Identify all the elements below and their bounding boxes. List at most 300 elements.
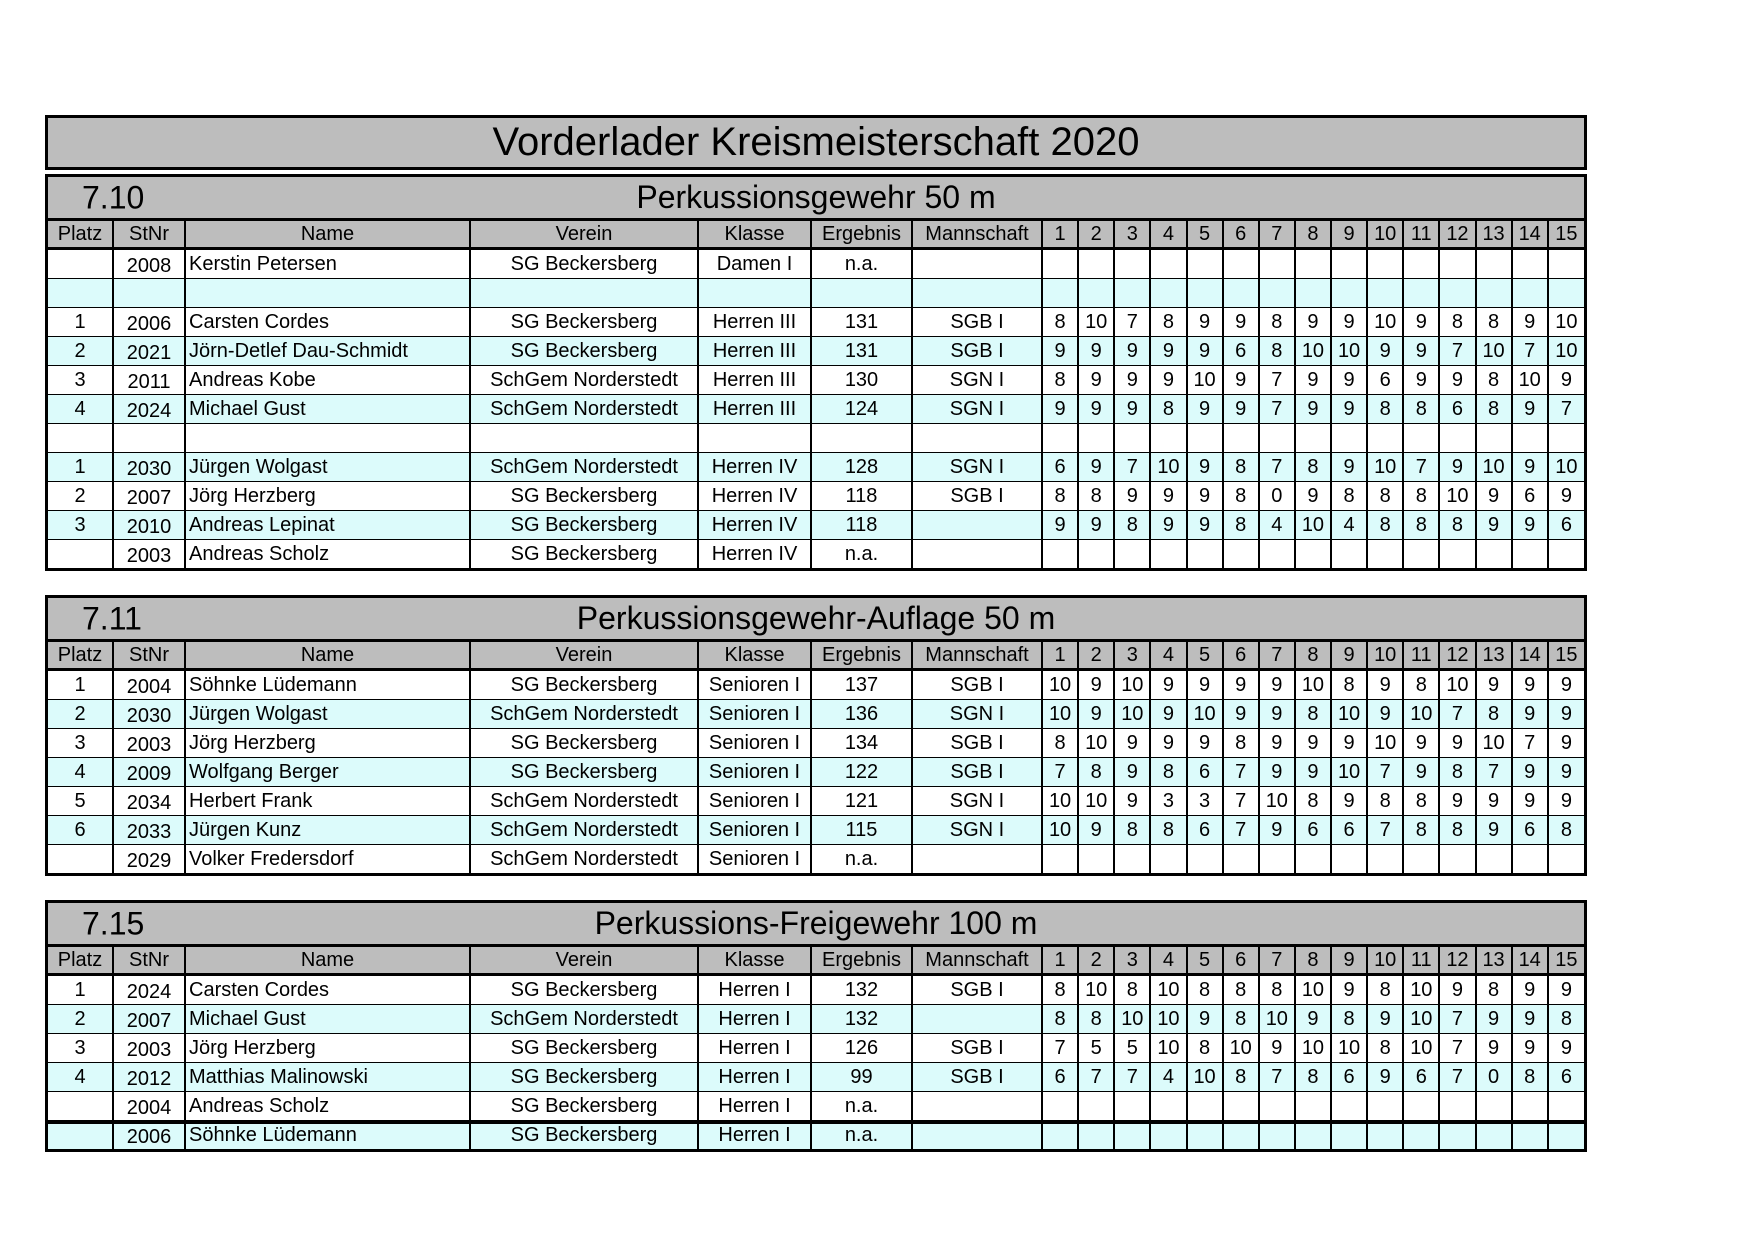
cell-verein: SchGem Norderstedt: [470, 1005, 698, 1034]
cell-shot-11: [1403, 279, 1439, 308]
cell-mannschaft: SGB I: [912, 482, 1042, 511]
cell-mannschaft: [912, 845, 1042, 874]
cell-shot-6: 8: [1223, 511, 1259, 540]
cell-shot-5: [1187, 1092, 1223, 1121]
cell-shot-2: 8: [1078, 1005, 1114, 1034]
cell-shot-2: 8: [1078, 482, 1114, 511]
cell-platz: 1: [48, 670, 113, 700]
cell-shot-14: 9: [1512, 975, 1548, 1005]
cell-shot-13: [1476, 279, 1512, 308]
cell-shot-7: [1259, 1092, 1295, 1121]
cell-shot-1: 8: [1042, 1005, 1078, 1034]
column-header-stnr: StNr: [113, 642, 185, 670]
cell-shot-1: 8: [1042, 975, 1078, 1005]
column-header-platz: Platz: [48, 947, 113, 975]
cell-shot-15: [1548, 279, 1584, 308]
column-header-name: Name: [185, 221, 470, 249]
column-header-shot-15: 15: [1548, 947, 1584, 975]
cell-shot-11: [1403, 424, 1439, 453]
cell-shot-14: [1512, 249, 1548, 279]
cell-stnr: [113, 424, 185, 453]
cell-shot-11: 9: [1403, 308, 1439, 337]
cell-name: Jörn-Detlef Dau-Schmidt: [185, 337, 470, 366]
table-row: [48, 1092, 1584, 1121]
table-row: [48, 729, 1584, 758]
cell-shot-13: [1476, 845, 1512, 874]
cell-shot-15: 6: [1548, 511, 1584, 540]
cell-mannschaft: [912, 1005, 1042, 1034]
column-header-stnr: StNr: [113, 947, 185, 975]
column-header-shot-1: 1: [1042, 642, 1078, 670]
cell-klasse: Herren III: [698, 395, 811, 424]
cell-platz: 2: [48, 482, 113, 511]
cell-shot-8: 8: [1295, 787, 1331, 816]
cell-shot-5: [1187, 279, 1223, 308]
table-row: [48, 700, 1584, 729]
cell-shot-12: 7: [1439, 1063, 1475, 1092]
cell-shot-9: 9: [1331, 308, 1367, 337]
cell-shot-7: [1259, 540, 1295, 569]
sections-container: [45, 174, 1587, 1152]
cell-verein: [470, 279, 698, 308]
cell-shot-7: 8: [1259, 337, 1295, 366]
cell-shot-5: 9: [1187, 1005, 1223, 1034]
column-header-shot-8: 8: [1295, 221, 1331, 249]
column-header-shot-10: 10: [1367, 947, 1403, 975]
cell-shot-15: 9: [1548, 758, 1584, 787]
cell-shot-14: [1512, 1121, 1548, 1150]
cell-shot-12: 8: [1439, 758, 1475, 787]
cell-shot-11: 9: [1403, 729, 1439, 758]
cell-shot-5: [1187, 845, 1223, 874]
cell-klasse: Herren III: [698, 337, 811, 366]
cell-shot-5: 9: [1187, 337, 1223, 366]
cell-shot-7: 0: [1259, 482, 1295, 511]
cell-shot-7: 7: [1259, 1063, 1295, 1092]
cell-shot-7: 7: [1259, 366, 1295, 395]
cell-shot-11: 8: [1403, 787, 1439, 816]
cell-shot-5: 10: [1187, 366, 1223, 395]
section-number: 7.10: [82, 179, 145, 215]
cell-platz: 4: [48, 758, 113, 787]
cell-shot-14: 9: [1512, 453, 1548, 482]
cell-name: Andreas Kobe: [185, 366, 470, 395]
cell-shot-4: [1150, 845, 1186, 874]
column-header-shot-11: 11: [1403, 947, 1439, 975]
cell-shot-1: 10: [1042, 816, 1078, 845]
cell-shot-12: 8: [1439, 511, 1475, 540]
cell-shot-14: 9: [1512, 308, 1548, 337]
cell-klasse: Herren IV: [698, 453, 811, 482]
cell-ergebnis: 134: [811, 729, 912, 758]
cell-shot-15: 8: [1548, 816, 1584, 845]
cell-shot-13: [1476, 1121, 1512, 1150]
cell-shot-6: 8: [1223, 1063, 1259, 1092]
cell-name: Herbert Frank: [185, 787, 470, 816]
cell-stnr: 2011: [113, 366, 185, 395]
cell-shot-1: [1042, 540, 1078, 569]
table-row: [48, 249, 1584, 279]
cell-shot-14: [1512, 424, 1548, 453]
column-header-shot-11: 11: [1403, 642, 1439, 670]
cell-shot-8: 9: [1295, 366, 1331, 395]
cell-shot-15: 9: [1548, 670, 1584, 700]
cell-shot-1: [1042, 1121, 1078, 1150]
cell-shot-1: 10: [1042, 670, 1078, 700]
cell-mannschaft: [912, 424, 1042, 453]
cell-shot-2: 9: [1078, 395, 1114, 424]
cell-shot-8: 6: [1295, 816, 1331, 845]
column-header-shot-6: 6: [1223, 947, 1259, 975]
cell-klasse: Herren I: [698, 1092, 811, 1121]
cell-shot-3: 10: [1114, 700, 1150, 729]
cell-shot-2: [1078, 1121, 1114, 1150]
column-header-shot-13: 13: [1476, 947, 1512, 975]
cell-shot-14: 9: [1512, 787, 1548, 816]
cell-verein: SchGem Norderstedt: [470, 395, 698, 424]
cell-shot-1: 7: [1042, 758, 1078, 787]
cell-shot-3: [1114, 279, 1150, 308]
cell-shot-13: 9: [1476, 511, 1512, 540]
section-header: [48, 598, 1584, 642]
cell-shot-8: [1295, 279, 1331, 308]
cell-platz: 2: [48, 337, 113, 366]
footer-divider: [45, 1121, 1587, 1124]
table-row: [48, 1063, 1584, 1092]
cell-shot-11: 8: [1403, 482, 1439, 511]
cell-shot-13: 8: [1476, 308, 1512, 337]
cell-shot-6: 8: [1223, 1005, 1259, 1034]
cell-shot-6: 7: [1223, 758, 1259, 787]
cell-stnr: 2004: [113, 670, 185, 700]
table-row: [48, 308, 1584, 337]
cell-shot-15: [1548, 845, 1584, 874]
cell-shot-2: 10: [1078, 975, 1114, 1005]
cell-shot-1: 7: [1042, 1034, 1078, 1063]
cell-shot-11: [1403, 540, 1439, 569]
cell-shot-9: 9: [1331, 395, 1367, 424]
cell-shot-10: 9: [1367, 670, 1403, 700]
cell-verein: SG Beckersberg: [470, 249, 698, 279]
cell-shot-2: [1078, 540, 1114, 569]
cell-shot-2: 10: [1078, 787, 1114, 816]
cell-shot-8: [1295, 1121, 1331, 1150]
column-header-shot-6: 6: [1223, 221, 1259, 249]
cell-shot-10: 6: [1367, 366, 1403, 395]
cell-shot-4: 8: [1150, 395, 1186, 424]
cell-stnr: 2003: [113, 540, 185, 569]
column-header-shot-10: 10: [1367, 642, 1403, 670]
cell-name: Michael Gust: [185, 395, 470, 424]
cell-shot-12: [1439, 540, 1475, 569]
cell-shot-5: 8: [1187, 975, 1223, 1005]
column-header-shot-7: 7: [1259, 947, 1295, 975]
cell-shot-5: 6: [1187, 816, 1223, 845]
cell-verein: SchGem Norderstedt: [470, 700, 698, 729]
cell-stnr: [113, 279, 185, 308]
cell-klasse: Herren III: [698, 366, 811, 395]
cell-shot-13: 0: [1476, 1063, 1512, 1092]
cell-platz: 1: [48, 975, 113, 1005]
column-header-shot-12: 12: [1439, 642, 1475, 670]
column-header-shot-12: 12: [1439, 221, 1475, 249]
cell-shot-10: 8: [1367, 975, 1403, 1005]
cell-shot-13: 9: [1476, 816, 1512, 845]
cell-klasse: Herren IV: [698, 540, 811, 569]
cell-shot-3: [1114, 1121, 1150, 1150]
cell-shot-1: 6: [1042, 1063, 1078, 1092]
cell-shot-14: [1512, 845, 1548, 874]
column-header-klasse: Klasse: [698, 642, 811, 670]
cell-mannschaft: SGB I: [912, 1034, 1042, 1063]
cell-shot-1: 10: [1042, 700, 1078, 729]
cell-stnr: 2030: [113, 453, 185, 482]
cell-klasse: Senioren I: [698, 816, 811, 845]
cell-shot-12: [1439, 424, 1475, 453]
cell-ergebnis: 115: [811, 816, 912, 845]
cell-name: [185, 424, 470, 453]
cell-verein: SchGem Norderstedt: [470, 787, 698, 816]
cell-shot-10: 8: [1367, 511, 1403, 540]
cell-shot-8: 9: [1295, 308, 1331, 337]
cell-shot-13: 8: [1476, 700, 1512, 729]
cell-mannschaft: SGB I: [912, 758, 1042, 787]
cell-shot-7: 9: [1259, 729, 1295, 758]
cell-shot-8: 8: [1295, 453, 1331, 482]
cell-shot-11: [1403, 845, 1439, 874]
cell-ergebnis: 121: [811, 787, 912, 816]
cell-klasse: Senioren I: [698, 787, 811, 816]
cell-shot-6: 8: [1223, 453, 1259, 482]
cell-platz: 1: [48, 308, 113, 337]
cell-klasse: Senioren I: [698, 700, 811, 729]
cell-verein: SG Beckersberg: [470, 758, 698, 787]
cell-stnr: 2007: [113, 482, 185, 511]
column-header-mannschaft: Mannschaft: [912, 221, 1042, 249]
cell-shot-15: 10: [1548, 337, 1584, 366]
cell-shot-9: 8: [1331, 670, 1367, 700]
cell-name: Andreas Lepinat: [185, 511, 470, 540]
cell-ergebnis: 130: [811, 366, 912, 395]
table-row: [48, 395, 1584, 424]
cell-shot-5: [1187, 1121, 1223, 1150]
cell-name: Jürgen Wolgast: [185, 700, 470, 729]
cell-shot-12: [1439, 249, 1475, 279]
cell-mannschaft: SGB I: [912, 308, 1042, 337]
column-header-stnr: StNr: [113, 221, 185, 249]
cell-shot-3: 8: [1114, 975, 1150, 1005]
cell-shot-10: 10: [1367, 729, 1403, 758]
cell-mannschaft: SGN I: [912, 787, 1042, 816]
cell-shot-1: [1042, 424, 1078, 453]
cell-shot-10: 9: [1367, 1063, 1403, 1092]
cell-shot-4: [1150, 1092, 1186, 1121]
cell-shot-11: 9: [1403, 337, 1439, 366]
cell-ergebnis: n.a.: [811, 249, 912, 279]
cell-shot-6: [1223, 279, 1259, 308]
cell-stnr: 2024: [113, 395, 185, 424]
cell-shot-6: [1223, 845, 1259, 874]
cell-shot-14: [1512, 279, 1548, 308]
cell-shot-14: 9: [1512, 700, 1548, 729]
cell-mannschaft: [912, 511, 1042, 540]
cell-shot-13: 8: [1476, 975, 1512, 1005]
cell-platz: 1: [48, 453, 113, 482]
cell-verein: SG Beckersberg: [470, 511, 698, 540]
cell-shot-11: 10: [1403, 975, 1439, 1005]
cell-shot-9: [1331, 845, 1367, 874]
column-header-shot-7: 7: [1259, 642, 1295, 670]
cell-shot-3: 5: [1114, 1034, 1150, 1063]
cell-shot-4: 9: [1150, 482, 1186, 511]
cell-shot-12: [1439, 279, 1475, 308]
section-title: Perkussionsgewehr-Auflage 50 m: [576, 600, 1056, 636]
cell-shot-10: 8: [1367, 1034, 1403, 1063]
cell-shot-7: 9: [1259, 758, 1295, 787]
table-row: [48, 453, 1584, 482]
cell-name: Jörg Herzberg: [185, 482, 470, 511]
table-header-row: [48, 221, 1584, 249]
cell-klasse: Senioren I: [698, 729, 811, 758]
cell-shot-15: 9: [1548, 787, 1584, 816]
cell-stnr: 2003: [113, 1034, 185, 1063]
cell-shot-14: 8: [1512, 1063, 1548, 1092]
cell-shot-3: 9: [1114, 758, 1150, 787]
column-header-shot-5: 5: [1187, 947, 1223, 975]
cell-shot-2: 9: [1078, 337, 1114, 366]
cell-ergebnis: 99: [811, 1063, 912, 1092]
cell-shot-3: [1114, 1092, 1150, 1121]
cell-shot-7: 9: [1259, 670, 1295, 700]
cell-klasse: Senioren I: [698, 670, 811, 700]
cell-klasse: [698, 279, 811, 308]
cell-shot-9: [1331, 424, 1367, 453]
cell-shot-2: 9: [1078, 453, 1114, 482]
column-header-shot-12: 12: [1439, 947, 1475, 975]
cell-shot-4: 9: [1150, 729, 1186, 758]
cell-name: Söhnke Lüdemann: [185, 670, 470, 700]
cell-platz: 4: [48, 1063, 113, 1092]
column-header-shot-8: 8: [1295, 642, 1331, 670]
cell-shot-11: 9: [1403, 758, 1439, 787]
cell-shot-1: 8: [1042, 482, 1078, 511]
cell-shot-3: 7: [1114, 453, 1150, 482]
cell-shot-15: 9: [1548, 729, 1584, 758]
table-row: [48, 845, 1584, 874]
cell-platz: 2: [48, 1005, 113, 1034]
cell-verein: SG Beckersberg: [470, 337, 698, 366]
cell-shot-8: 10: [1295, 1034, 1331, 1063]
cell-shot-15: [1548, 1092, 1584, 1121]
cell-shot-12: 8: [1439, 816, 1475, 845]
cell-mannschaft: SGN I: [912, 700, 1042, 729]
section-header: [48, 177, 1584, 221]
cell-shot-14: 9: [1512, 1005, 1548, 1034]
cell-shot-8: 9: [1295, 1005, 1331, 1034]
cell-shot-15: 10: [1548, 453, 1584, 482]
cell-shot-10: 8: [1367, 787, 1403, 816]
section-number: 7.15: [82, 905, 145, 941]
cell-stnr: 2006: [113, 1121, 185, 1150]
cell-shot-12: 8: [1439, 308, 1475, 337]
cell-shot-7: 8: [1259, 308, 1295, 337]
column-header-shot-4: 4: [1150, 642, 1186, 670]
cell-platz: 3: [48, 511, 113, 540]
cell-shot-12: 6: [1439, 395, 1475, 424]
cell-shot-5: 9: [1187, 670, 1223, 700]
cell-shot-5: 6: [1187, 758, 1223, 787]
cell-shot-1: 9: [1042, 337, 1078, 366]
column-header-shot-2: 2: [1078, 221, 1114, 249]
column-header-mannschaft: Mannschaft: [912, 947, 1042, 975]
cell-ergebnis: 136: [811, 700, 912, 729]
cell-shot-5: 9: [1187, 395, 1223, 424]
cell-shot-11: 9: [1403, 366, 1439, 395]
column-header-shot-13: 13: [1476, 221, 1512, 249]
cell-shot-10: 8: [1367, 482, 1403, 511]
cell-name: Volker Fredersdorf: [185, 845, 470, 874]
column-header-shot-8: 8: [1295, 947, 1331, 975]
table-row: [48, 1034, 1584, 1063]
cell-shot-4: 4: [1150, 1063, 1186, 1092]
column-header-ergebnis: Ergebnis: [811, 221, 912, 249]
cell-shot-10: 7: [1367, 758, 1403, 787]
cell-klasse: Herren I: [698, 1034, 811, 1063]
cell-shot-7: 8: [1259, 975, 1295, 1005]
column-header-shot-13: 13: [1476, 642, 1512, 670]
cell-platz: [48, 540, 113, 569]
cell-stnr: 2021: [113, 337, 185, 366]
table-row: [48, 540, 1584, 569]
cell-shot-1: [1042, 279, 1078, 308]
cell-ergebnis: n.a.: [811, 1092, 912, 1121]
cell-shot-2: [1078, 424, 1114, 453]
cell-shot-15: 9: [1548, 700, 1584, 729]
cell-shot-15: 7: [1548, 395, 1584, 424]
cell-shot-7: 7: [1259, 453, 1295, 482]
cell-shot-12: 7: [1439, 700, 1475, 729]
cell-shot-13: 9: [1476, 1034, 1512, 1063]
cell-name: Andreas Scholz: [185, 1092, 470, 1121]
cell-name: Jörg Herzberg: [185, 729, 470, 758]
cell-verein: SchGem Norderstedt: [470, 816, 698, 845]
cell-ergebnis: 131: [811, 337, 912, 366]
cell-shot-1: 6: [1042, 453, 1078, 482]
cell-platz: 4: [48, 395, 113, 424]
cell-shot-5: 9: [1187, 453, 1223, 482]
cell-shot-15: 6: [1548, 1063, 1584, 1092]
column-header-shot-10: 10: [1367, 221, 1403, 249]
cell-shot-10: 9: [1367, 700, 1403, 729]
cell-shot-2: 9: [1078, 511, 1114, 540]
cell-platz: 6: [48, 816, 113, 845]
cell-shot-4: 9: [1150, 337, 1186, 366]
cell-verein: [470, 424, 698, 453]
cell-shot-8: [1295, 424, 1331, 453]
cell-shot-4: 9: [1150, 511, 1186, 540]
cell-ergebnis: n.a.: [811, 1121, 912, 1150]
cell-shot-7: 9: [1259, 700, 1295, 729]
cell-mannschaft: SGN I: [912, 395, 1042, 424]
cell-shot-2: 10: [1078, 308, 1114, 337]
cell-shot-9: [1331, 1092, 1367, 1121]
cell-shot-3: 7: [1114, 1063, 1150, 1092]
cell-shot-1: [1042, 249, 1078, 279]
cell-shot-2: 9: [1078, 700, 1114, 729]
cell-mannschaft: SGN I: [912, 366, 1042, 395]
table-row: [48, 1121, 1584, 1150]
cell-verein: SchGem Norderstedt: [470, 845, 698, 874]
